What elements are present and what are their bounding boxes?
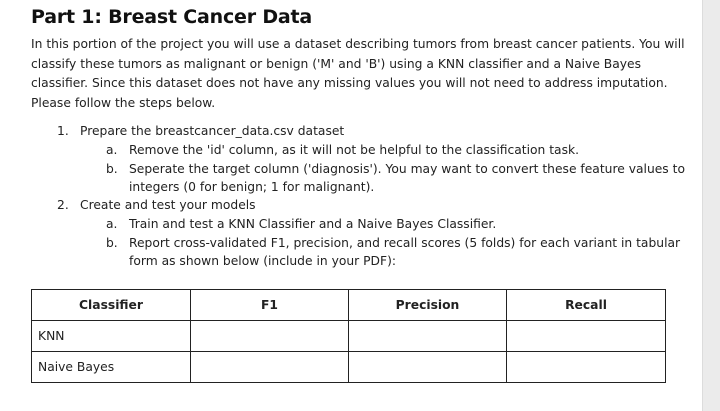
page-edge xyxy=(702,0,720,411)
cell-classifier: Naive Bayes xyxy=(32,352,191,383)
intro-line: Please follow the steps below. xyxy=(31,95,216,110)
substep-text: integers (0 for benign; 1 for malignant). xyxy=(129,180,375,194)
intro-line: classifier. Since this dataset does not have any missing values you will not need to address imputation. xyxy=(31,76,668,90)
substep-letter: a. xyxy=(106,143,118,157)
cell-classifier: KNN xyxy=(32,321,191,352)
intro-paragraph xyxy=(31,35,685,113)
cell-recall xyxy=(507,352,666,383)
intro-line: classify these tumors as malignant or benign ('M' and 'B') using a KNN classifier and a Naive Bayes xyxy=(31,56,642,71)
step-number: 1. xyxy=(57,124,69,138)
cell-recall xyxy=(507,321,666,352)
step-text: Prepare the breastcancer_data.csv dataset xyxy=(80,124,345,138)
header-recall: Recall xyxy=(507,290,666,321)
substep-letter: b. xyxy=(106,162,118,176)
header-precision: Precision xyxy=(349,290,507,321)
substep-text: Seperate the target column ('diagnosis'). You may want to convert these feature values to xyxy=(129,162,685,176)
page-title: Part 1: Breast Cancer Data xyxy=(31,6,313,28)
header-classifier: Classifier xyxy=(32,290,191,321)
substep-letter: b. xyxy=(106,236,118,250)
cell-precision xyxy=(349,321,507,352)
results-table xyxy=(31,289,666,383)
cell-f1 xyxy=(191,352,349,383)
intro-line: In this portion of the project you will use a dataset describing tumors from breast cancer patients. You will xyxy=(31,37,685,51)
step-text: Create and test your models xyxy=(80,198,256,212)
table-row xyxy=(32,321,666,352)
substep-text: Remove the 'id' column, as it will not be helpful to the classification task. xyxy=(129,143,580,157)
substep-text: Report cross-validated F1, precision, and recall scores (5 folds) for each variant in tabular xyxy=(129,236,681,250)
cell-f1 xyxy=(191,321,349,352)
step-number: 2. xyxy=(57,198,69,212)
substep-letter: a. xyxy=(106,217,118,231)
table-row xyxy=(32,352,666,383)
table-header-row xyxy=(32,290,666,321)
substep-text: Train and test a KNN Classifier and a Naive Bayes Classifier. xyxy=(129,217,497,231)
header-f1: F1 xyxy=(191,290,349,321)
cell-precision xyxy=(349,352,507,383)
substep-text: form as shown below (include in your PDF): xyxy=(129,254,397,268)
